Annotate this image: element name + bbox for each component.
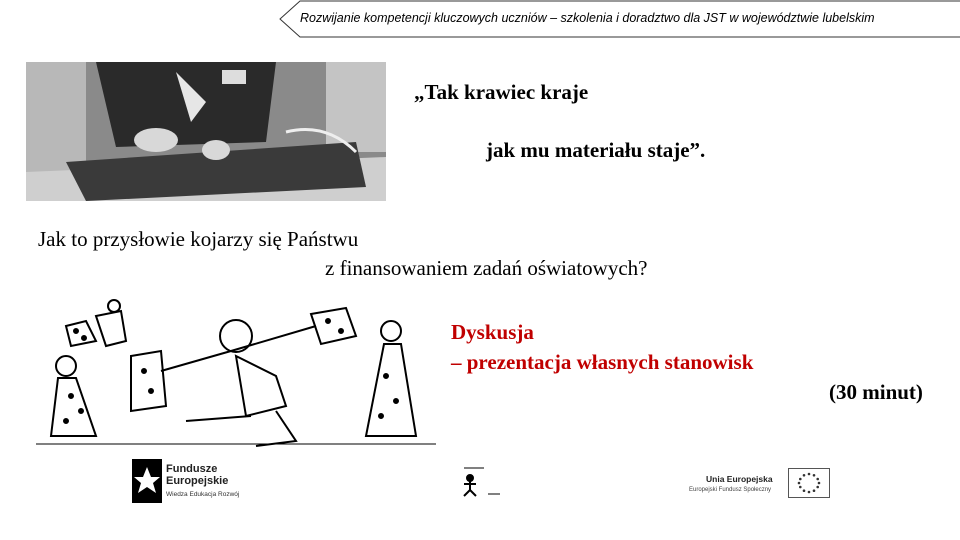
- eu-flag-icon: [788, 468, 830, 498]
- fe-subtitle: Wiedza Edukacja Rozwój: [166, 491, 240, 498]
- fundusze-europejskie-logo: [132, 459, 272, 505]
- eu-title: Unia Europejska: [706, 474, 773, 484]
- discussion-subtitle: – prezentacja własnych stanowisk: [451, 350, 754, 374]
- header-title: Rozwijanie kompetencji kluczowych uczniów – szkolenia i doradztwo dla JST w województwie lubelskim: [300, 11, 875, 25]
- fe-title: Fundusze Europejskie: [166, 463, 229, 487]
- fe-star-icon: [132, 459, 162, 503]
- discussion-title: Dyskusja: [451, 320, 534, 344]
- partner-logo: [460, 464, 504, 498]
- discussion-duration: (30 minut): [829, 380, 923, 404]
- question-line-1: Jak to przysłowie kojarzy się Państwu: [38, 227, 359, 251]
- tailor-photo: [26, 62, 386, 201]
- question-line-2: z finansowaniem zadań oświatowych?: [325, 256, 648, 280]
- quote-line-1: „Tak krawiec kraje: [414, 80, 589, 104]
- tug-of-war-cartoon: [36, 296, 436, 448]
- eu-logo: [688, 466, 834, 500]
- header-banner: [278, 0, 960, 38]
- quote-line-2: jak mu materiału staje”.: [486, 138, 706, 162]
- eu-subtitle: Europejski Fundusz Społeczny: [689, 487, 772, 493]
